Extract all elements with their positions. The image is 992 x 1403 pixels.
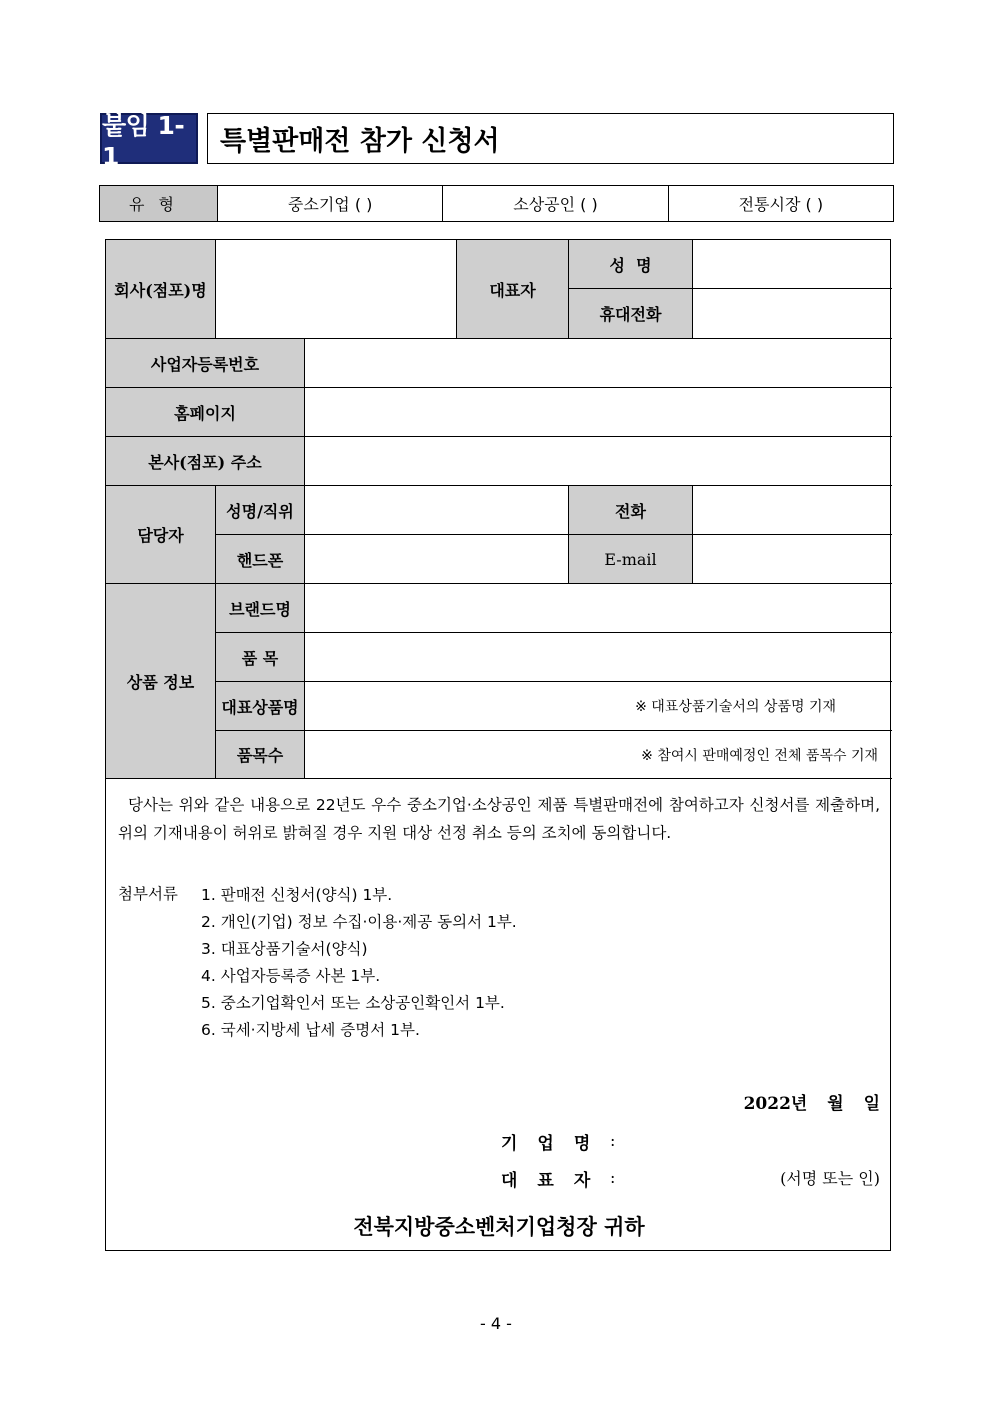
consent-statement: 당사는 위와 같은 내용으로 22년도 우수 중소기업·소상공인 제품 특별판매전에 참여하고자 신청서를 제출하며, 위의 기재내용이 허위로 밝혀질 경우 지원 대상 선정 취소 등의 조치에 동의합니다. xyxy=(118,796,880,842)
attachment-item: 3. 대표상품기술서(양식) xyxy=(201,940,368,958)
main-product-note: ※ 대표상품기술서의 상품명 기재 xyxy=(635,699,836,715)
item-field[interactable] xyxy=(305,633,892,682)
attachment-item: 1. 판매전 신청서(양식) 1부. xyxy=(201,886,393,904)
name-position-label: 성명/직위 xyxy=(216,486,305,535)
page-number: - 4 - xyxy=(480,1314,512,1333)
attachments-label: 첨부서류 xyxy=(118,885,178,903)
statement-area xyxy=(106,779,892,1252)
rep-name-field[interactable] xyxy=(693,240,892,289)
homepage-field[interactable] xyxy=(305,388,892,437)
homepage-label: 홈페이지 xyxy=(106,388,305,437)
application-date: 2022년 월 일 xyxy=(743,1094,880,1114)
product-info-label: 상품 정보 xyxy=(106,584,216,779)
mobile-label: 휴대전화 xyxy=(569,289,693,339)
handphone-label: 핸드폰 xyxy=(216,535,305,584)
item-count-note: ※ 참여시 판매예정인 전체 품목수 기재 xyxy=(641,747,878,764)
company-name-label: 회사(점포)명 xyxy=(106,240,216,339)
attachment-item: 6. 국세·지방세 납세 증명서 1부. xyxy=(201,1021,420,1039)
main-product-field[interactable] xyxy=(305,682,892,731)
phone-label: 전화 xyxy=(569,486,693,535)
mobile-field[interactable] xyxy=(693,289,892,339)
brand-field[interactable] xyxy=(305,584,892,633)
biz-reg-no-field[interactable] xyxy=(305,339,892,388)
brand-label: 브랜드명 xyxy=(216,584,305,633)
item-label: 품 목 xyxy=(216,633,305,682)
type-table xyxy=(99,185,894,222)
recipient: 전북지방중소벤처기업청장 귀하 xyxy=(353,1214,645,1239)
handphone-field[interactable] xyxy=(305,535,569,584)
attachment-item: 5. 중소기업확인서 또는 소상공인확인서 1부. xyxy=(201,994,505,1012)
attachments-list xyxy=(201,882,517,1044)
type-option-small-business[interactable]: 소상공인 ( ) xyxy=(443,186,668,222)
representative-label: 대표자 xyxy=(457,240,569,339)
contact-person-label: 담당자 xyxy=(106,486,216,584)
company-sign-colon: : xyxy=(610,1131,616,1150)
attachment-badge: 붙임 1-1 xyxy=(100,113,198,164)
attachment-item: 4. 사업자등록증 사본 1부. xyxy=(201,967,381,985)
address-field[interactable] xyxy=(305,437,892,486)
rep-sign-label: 대표자 xyxy=(501,1171,611,1191)
company-sign-label: 기업명 xyxy=(501,1134,611,1154)
application-form xyxy=(105,239,891,1251)
signature-seal: (서명 또는 인) xyxy=(780,1169,880,1188)
email-field[interactable] xyxy=(693,535,892,584)
type-option-sme[interactable]: 중소기업 ( ) xyxy=(218,186,443,222)
document-title: 특별판매전 참가 신청서 xyxy=(207,113,894,164)
rep-sign-colon: : xyxy=(610,1168,616,1187)
address-label: 본사(점포) 주소 xyxy=(106,437,305,486)
item-count-label: 품목수 xyxy=(216,731,305,779)
name-position-field[interactable] xyxy=(305,486,569,535)
company-name-field[interactable] xyxy=(216,240,457,339)
phone-field[interactable] xyxy=(693,486,892,535)
type-label: 유형 xyxy=(100,186,218,222)
type-option-traditional-market[interactable]: 전통시장 ( ) xyxy=(668,186,893,222)
item-count-field[interactable] xyxy=(305,731,892,779)
email-label: E-mail xyxy=(569,535,693,584)
rep-name-label: 성 명 xyxy=(569,240,693,289)
main-product-label: 대표상품명 xyxy=(216,682,305,731)
attachment-item: 2. 개인(기업) 정보 수집·이용·제공 동의서 1부. xyxy=(201,913,517,931)
biz-reg-no-label: 사업자등록번호 xyxy=(106,339,305,388)
